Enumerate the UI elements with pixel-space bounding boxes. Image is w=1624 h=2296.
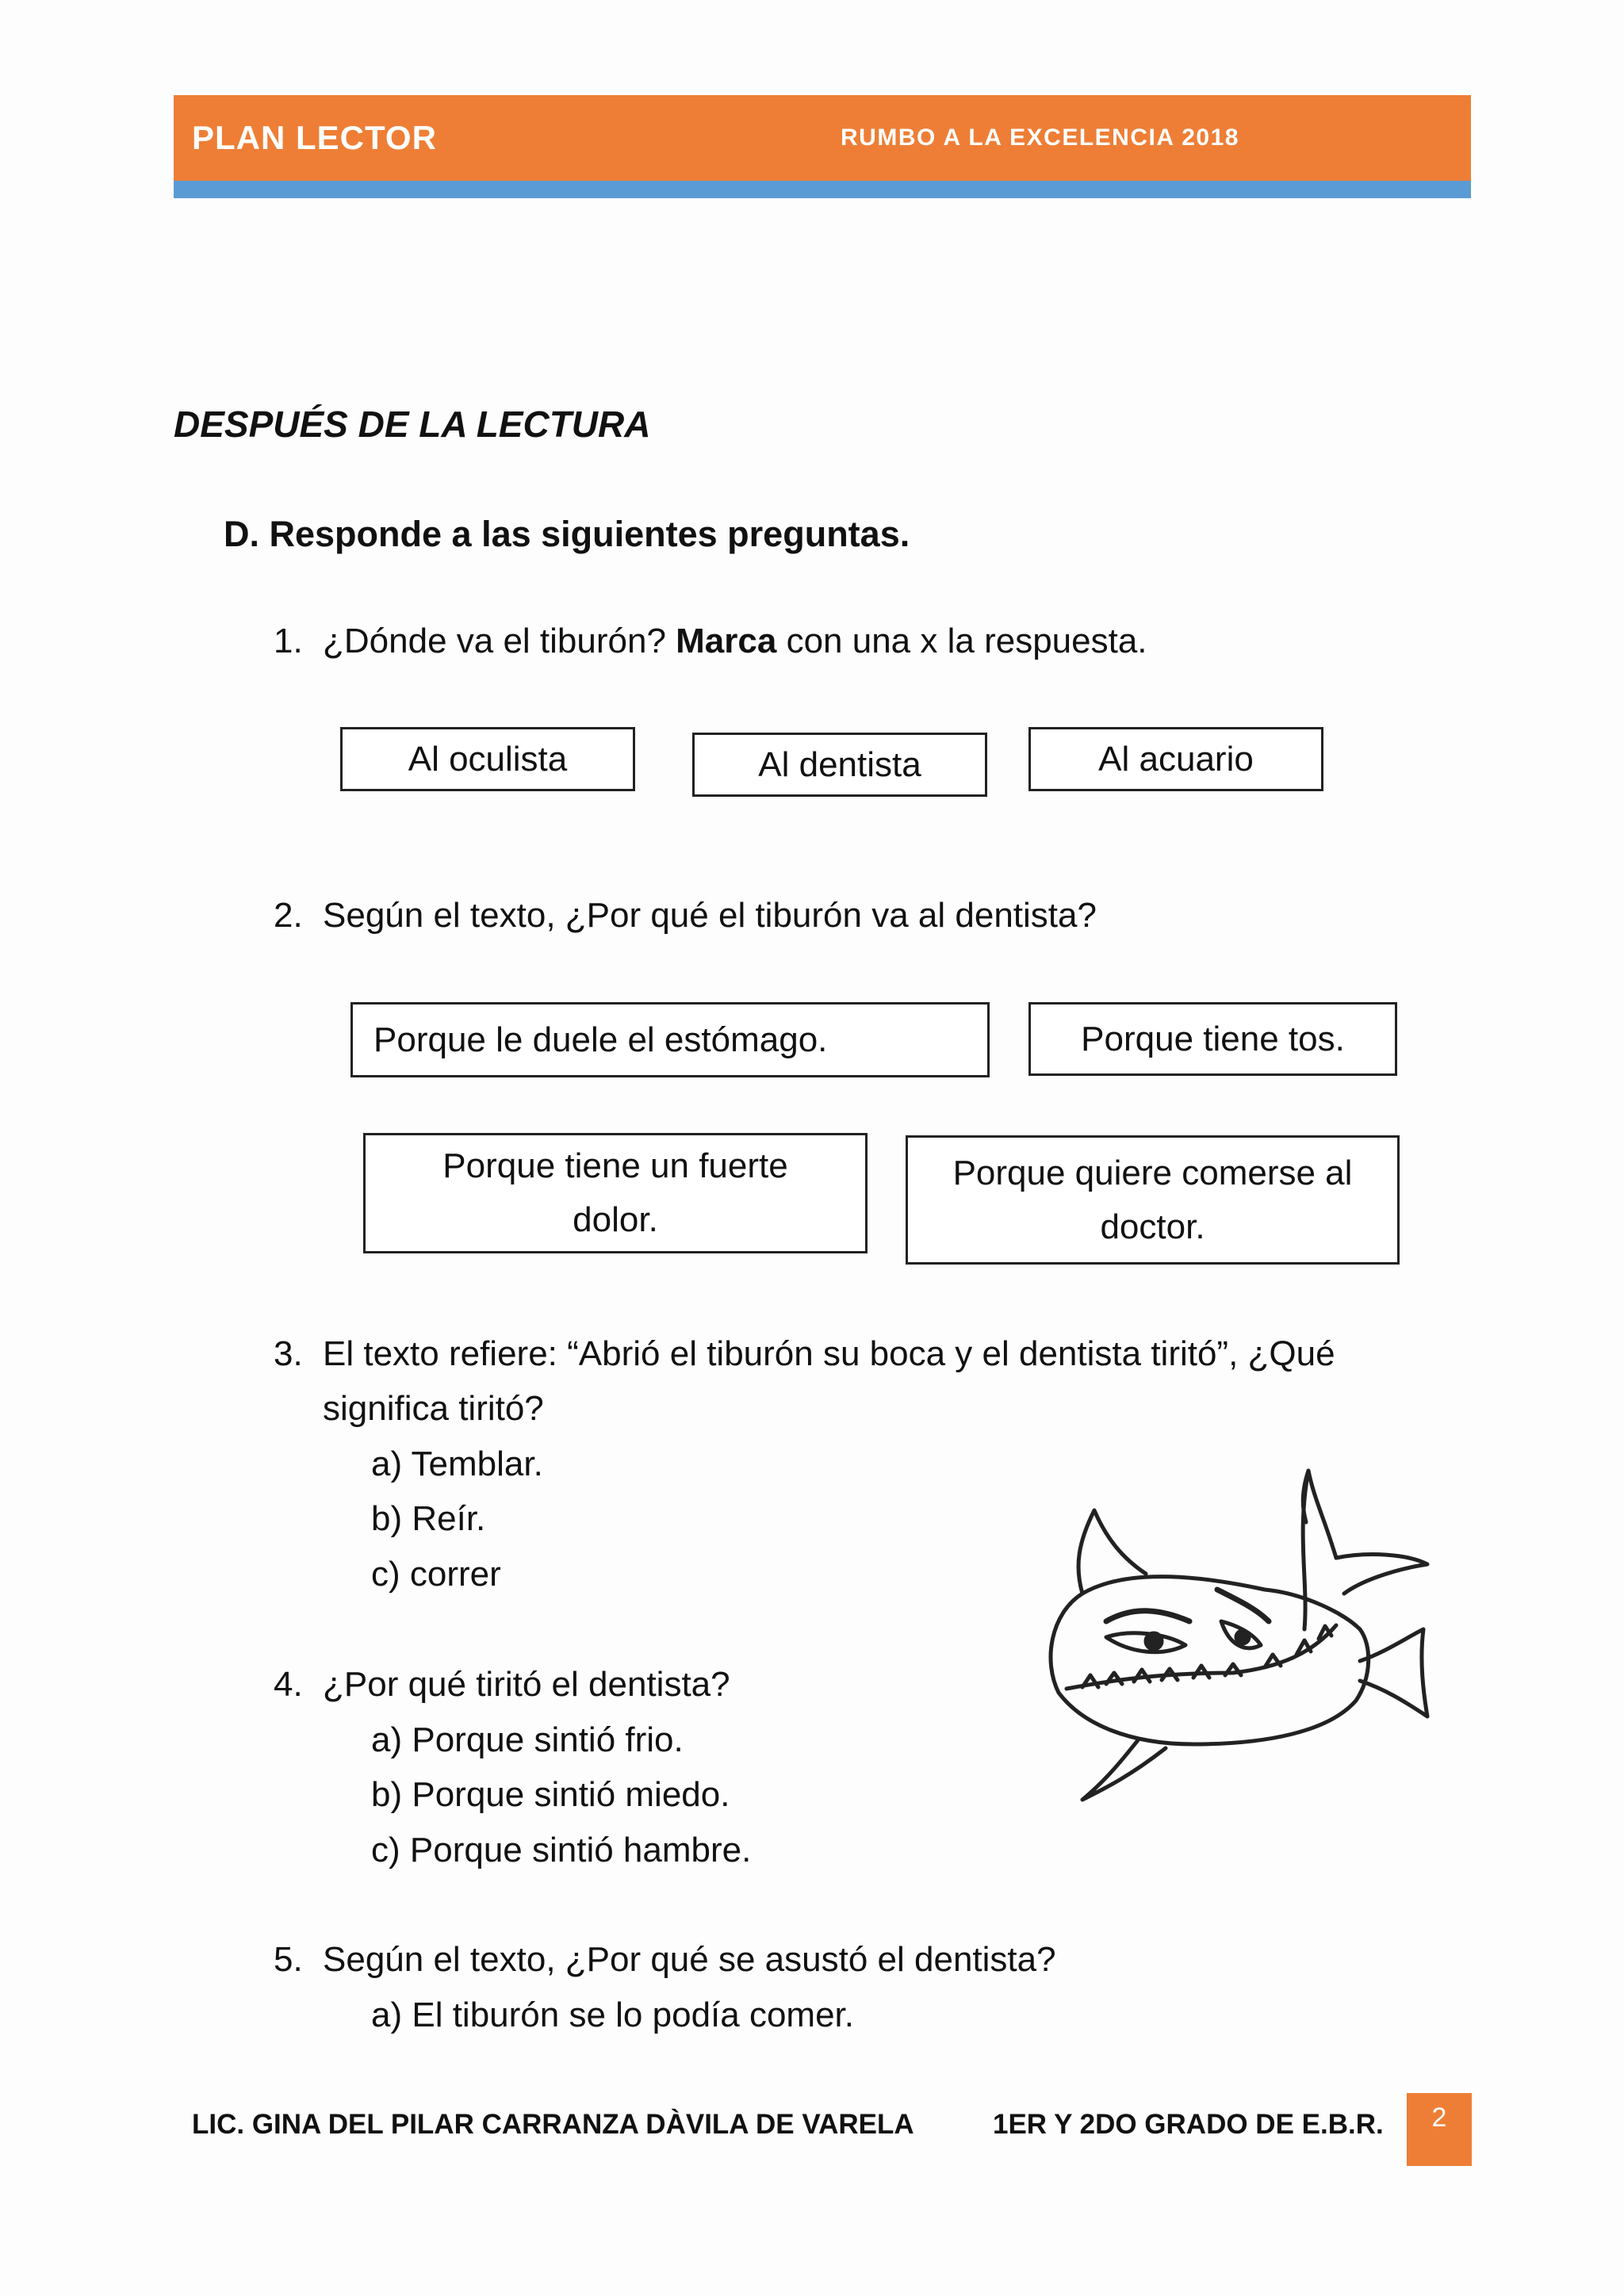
section-title: DESPUÉS DE LA LECTURA — [174, 404, 651, 445]
question-number: 5. — [274, 1940, 303, 1979]
option-a[interactable]: a) Porque sintió frio. — [371, 1720, 684, 1759]
answer-box-acuario[interactable]: Al acuario — [1028, 727, 1323, 791]
instruction-title: D. Responde a las siguientes preguntas. — [224, 514, 910, 554]
option-c[interactable]: c) correr — [371, 1555, 501, 1594]
question-number: 1. — [274, 622, 303, 660]
question-number: 4. — [274, 1665, 303, 1704]
question-text: Según el texto, ¿Por qué el tiburón va al dentista? — [323, 896, 1097, 935]
answer-box-fuerte-dolor[interactable]: Porque tiene un fuerte dolor. — [363, 1133, 868, 1253]
answer-box-dentista[interactable]: Al dentista — [692, 733, 987, 797]
answer-box-comerse-doctor[interactable]: Porque quiere comerse al doctor. — [906, 1135, 1400, 1265]
question-number: 3. — [274, 1334, 303, 1373]
option-c[interactable]: c) Porque sintió hambre. — [371, 1831, 752, 1869]
footer-grade: 1ER Y 2DO GRADO DE E.B.R. — [993, 2109, 1384, 2140]
question-3-line2: significa tiritó? — [323, 1389, 544, 1428]
option-b[interactable]: b) Reír. — [371, 1499, 486, 1538]
footer-author: LIC. GINA DEL PILAR CARRANZA DÀVILA DE VARELA — [192, 2109, 914, 2140]
question-text: ¿Dónde va el tiburón? Marca con una x la respuesta. — [323, 622, 1147, 660]
shark-illustration — [995, 1463, 1439, 1812]
question-text: Según el texto, ¿Por qué se asustó el dentista? — [323, 1940, 1056, 1979]
answer-box-oculista[interactable]: Al oculista — [340, 727, 635, 791]
answer-box-estomago[interactable]: Porque le duele el estómago. — [350, 1002, 990, 1077]
header-subtitle: RUMBO A LA EXCELENCIA 2018 — [841, 124, 1239, 151]
option-a[interactable]: a) El tiburón se lo podía comer. — [371, 1996, 854, 2034]
header-stripe — [174, 181, 1471, 198]
question-text-line1: El texto refiere: “Abrió el tiburón su boca y el dentista tiritó”, ¿Qué — [323, 1334, 1335, 1373]
header-title: PLAN LECTOR — [192, 119, 437, 156]
question-text: ¿Por qué tiritó el dentista? — [323, 1665, 730, 1704]
option-b[interactable]: b) Porque sintió miedo. — [371, 1775, 730, 1814]
answer-box-tos[interactable]: Porque tiene tos. — [1028, 1002, 1397, 1076]
option-a[interactable]: a) Temblar. — [371, 1445, 543, 1483]
question-number: 2. — [274, 896, 303, 935]
page-number: 2 — [1407, 2093, 1472, 2166]
